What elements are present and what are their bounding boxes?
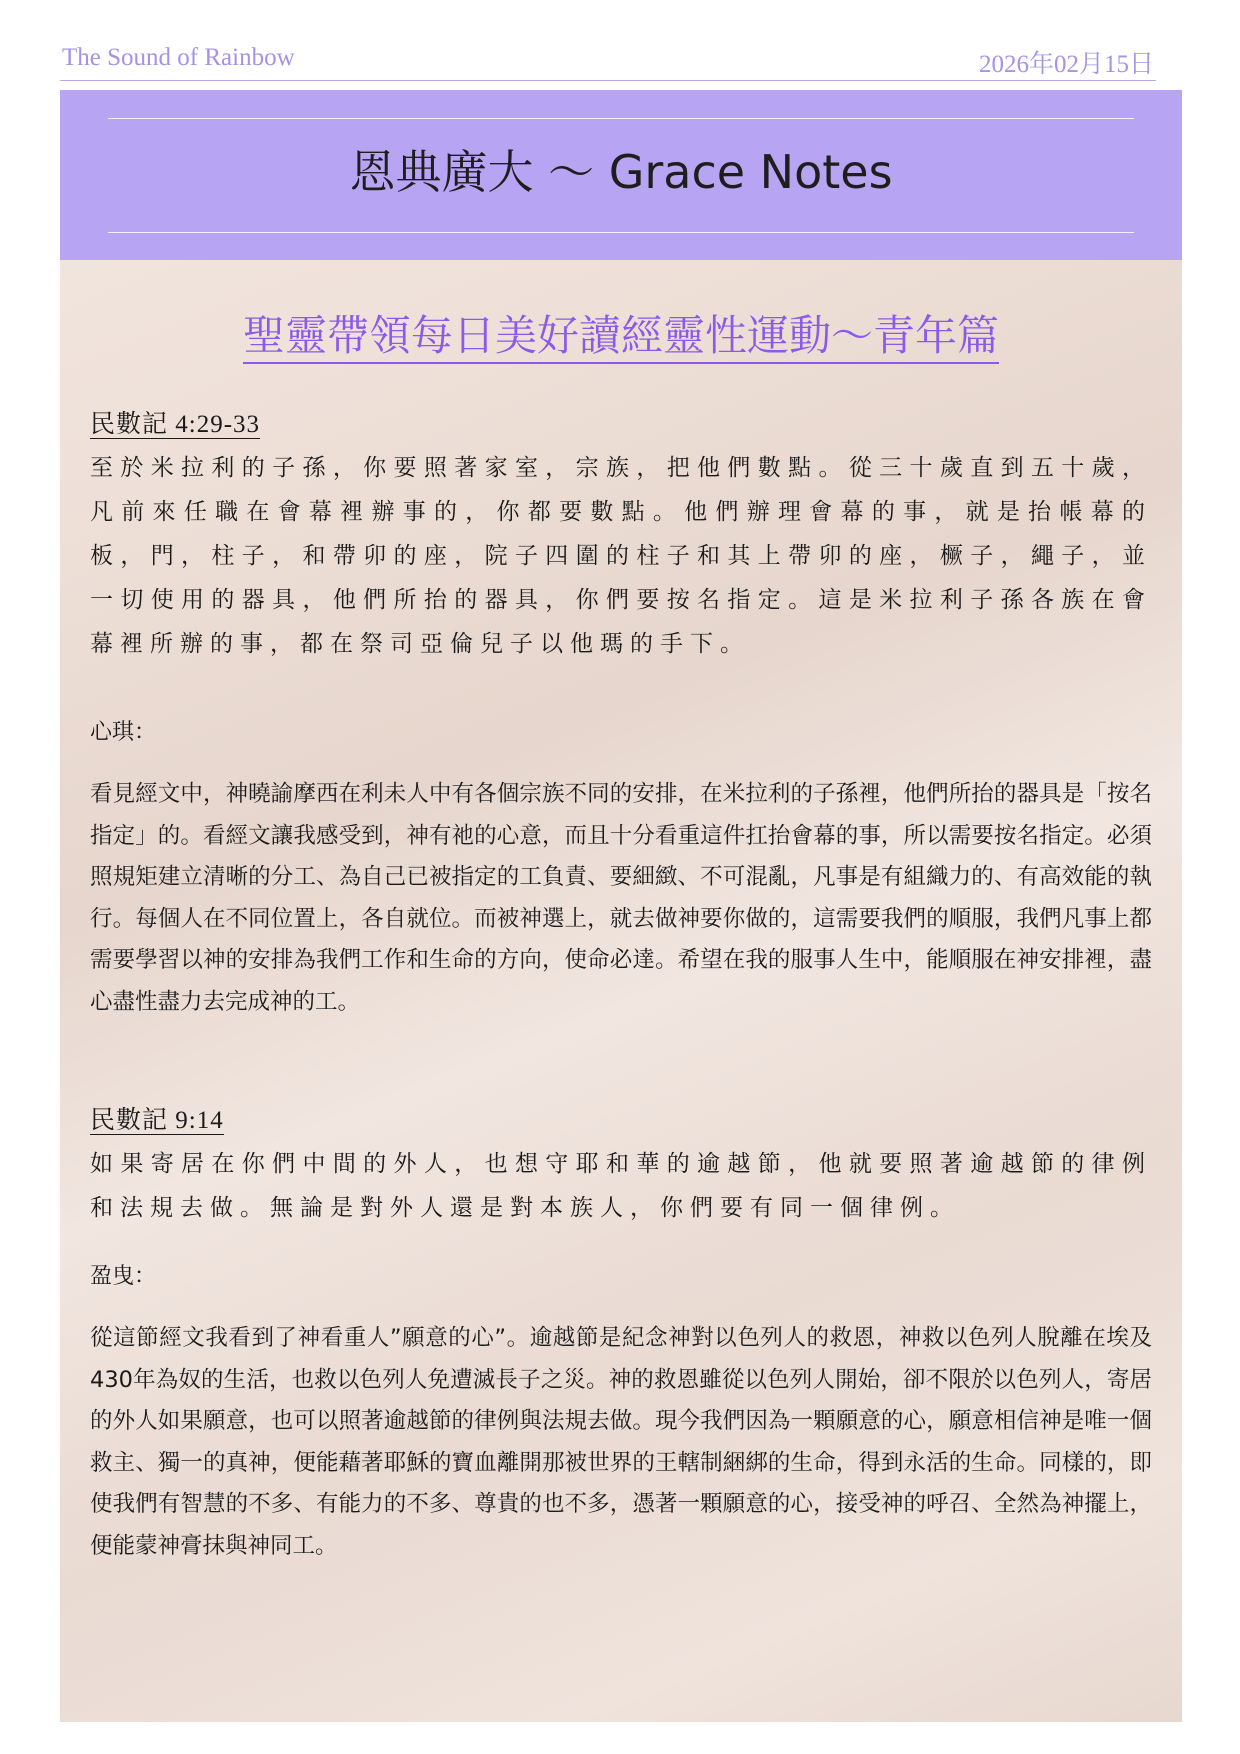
scripture-reference: 民數記 4:29-33 [90, 411, 261, 438]
page-content [60, 90, 1182, 1722]
title-banner [60, 90, 1182, 260]
scripture-text: 至於米拉利的子孫，你要照著家室，宗族，把他們數點。從三十歲直到五十歲，凡前來任職在會幕裡辦事的，你都要數點。他們辦理會幕的事，就是抬帳幕的板，門，柱子，和帶卯的座，院子四圍的柱子和其上帶卯的座，橛子，繩子，並一切使用的器具，他們所抬的器具，你們要按名指定。這是米拉利子孫各族在會幕裡所辦的事，都在祭司亞倫兒子以他瑪的手下。 [90, 455, 1152, 657]
scripture-text: 如果寄居在你們中間的外人，也想守耶和華的逾越節，他就要照著逾越節的律例和法規去做。無論是對外人還是對本族人，你們要有同一個律例。 [90, 1151, 1152, 1221]
running-header [60, 40, 1156, 81]
speaker-name: 盈曳： [90, 1264, 157, 1289]
speaker-name: 心琪： [90, 720, 157, 745]
article-title [60, 308, 1182, 364]
article-title-text: 聖靈帶領每日美好讀經靈性運動～青年篇 [243, 311, 999, 364]
banner-top-rule [108, 118, 1134, 119]
banner-title: 恩典廣大 ～ Grace Notes [349, 145, 893, 199]
banner-bottom-rule [108, 232, 1134, 233]
site-name: The Sound of Rainbow [62, 44, 295, 71]
reflection-text: 從這節經文我看到了神看重人”願意的心”。逾越節是紀念神對以色列人的救恩，神救以色列人脫離在埃及430年為奴的生活，也救以色列人免遭滅長子之災。神的救恩雖從以色列人開始，卻不限於以色列人，寄居的外人如果願意，也可以照著逾越節的律例與法規去做。現今我們因為一顆願意的心，願意相信神是唯一個救主、獨一的真神，便能藉著耶穌的寶血離開那被世界的王轄制綑綁的生命，得到永活的生命。同樣的，即使我們有智慧的不多、有能力的不多、尊貴的也不多，憑著一顆願意的心，接受神的呼召、全然為神擺上，便能蒙神膏抹與神同工。 [90, 1325, 1152, 1559]
scripture-reference: 民數記 9:14 [90, 1107, 224, 1134]
reflection-text: 看見經文中，神曉諭摩西在利未人中有各個宗族不同的安排，在米拉利的子孫裡，他們所抬的器具是「按名指定」的。看經文讓我感受到，神有祂的心意，而且十分看重這件扛抬會幕的事，所以需要按名指定。必須照規矩建立清晰的分工、為自己已被指定的工負責、要細緻、不可混亂，凡事是有組織力的、有高效能的執行。每個人在不同位置上，各自就位。而被神選上，就去做神要你做的，這需要我們的順服，我們凡事上都需要學習以神的安排為我們工作和生命的方向，使命必達。希望在我的服事人生中，能順服在神安排裡，盡心盡性盡力去完成神的工。 [90, 781, 1152, 1015]
issue-date: 2026年02月15日 [978, 51, 1154, 78]
